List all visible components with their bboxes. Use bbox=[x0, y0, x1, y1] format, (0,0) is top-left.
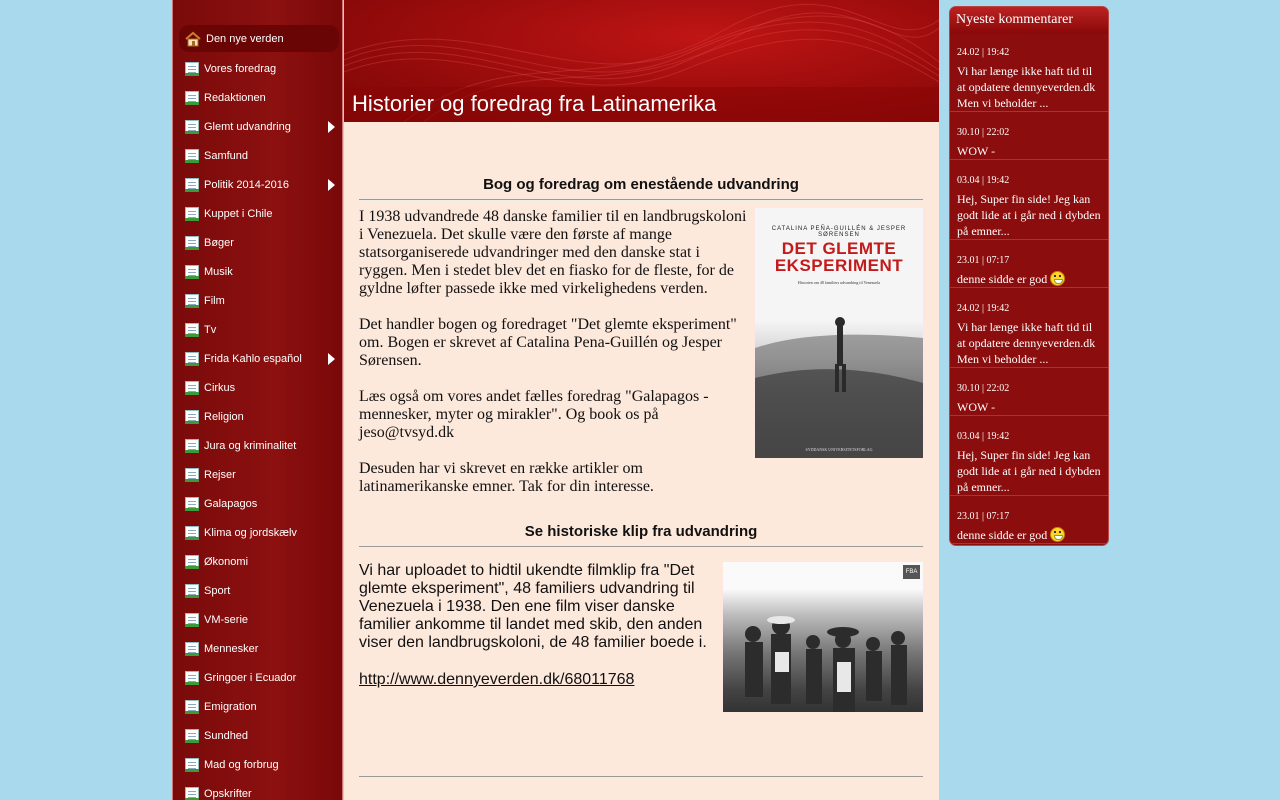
comment-text: Hej, Super fin side! Jeg kan godt lide at i går ned i dybden på emner... bbox=[957, 448, 1101, 494]
sidebar-item-politik-2014-2016[interactable] bbox=[179, 170, 339, 199]
sidebar-item-label: Religion bbox=[204, 410, 244, 423]
sidebar-item-jura-og-kriminalitet[interactable] bbox=[179, 431, 339, 460]
video-link[interactable]: http://www.dennyeverden.dk/68011768 bbox=[359, 671, 635, 688]
galapagos-paragraph: Læs også om vores andet fælles foredrag "Galapagos - mennesker, myter og mirakler". Og book os på jeso@tvsyd.dk bbox=[359, 388, 709, 441]
sidebar-item-label: Redaktionen bbox=[204, 91, 266, 104]
sidebar-item-opskrifter[interactable] bbox=[179, 779, 339, 800]
sidebar-item-økonomi[interactable] bbox=[179, 547, 339, 576]
sidebar-item-cirkus[interactable] bbox=[179, 373, 339, 402]
submenu-arrow-icon bbox=[328, 179, 335, 191]
photo-badge: FBA bbox=[903, 565, 920, 579]
comment-item[interactable] bbox=[950, 424, 1109, 496]
document-icon bbox=[185, 526, 199, 540]
sidebar-item-label: Emigration bbox=[204, 700, 257, 713]
sidebar-item-label: Vores foredrag bbox=[204, 62, 277, 75]
document-icon bbox=[185, 787, 199, 800]
comment-text: WOW - bbox=[957, 400, 996, 414]
sidebar-item-label: Jura og kriminalitet bbox=[204, 439, 297, 452]
historic-photo-figures bbox=[723, 562, 923, 712]
latest-comments-panel bbox=[949, 6, 1109, 546]
document-icon bbox=[185, 700, 199, 714]
sidebar-item-frida-kahlo-espa-ol[interactable] bbox=[179, 344, 339, 373]
comment-text: Vi har længe ikke haft tid til at opdatere dennyeverden.dk Men vi beholder ... bbox=[957, 320, 1096, 366]
sidebar-item-label: Opskrifter bbox=[204, 787, 252, 800]
comment-date: 23.01 | 07:17 bbox=[957, 255, 1010, 266]
sidebar-item-label: Bøger bbox=[204, 236, 234, 249]
sidebar-item-galapagos[interactable] bbox=[179, 489, 339, 518]
document-icon bbox=[185, 323, 199, 337]
sidebar-item-religion[interactable] bbox=[179, 402, 339, 431]
comment-date: 24.02 | 19:42 bbox=[957, 47, 1010, 58]
intro-paragraph: I 1938 udvandrede 48 danske familier til en landbrugskoloni i Venezuela. Det skulle være den første af mange statsorganiserede udvandringer med den danske stat i ryggen. Men i stedet blev det en fiasko for de fleste, for de gyldne løfter passede ikke med virkelighedens verden. bbox=[359, 208, 747, 297]
document-icon bbox=[185, 294, 199, 308]
header-banner bbox=[344, 0, 939, 122]
book-publisher: SYDDANSK UNIVERSITETSFORLAG bbox=[805, 447, 873, 452]
sidebar-item-label: Film bbox=[204, 294, 225, 307]
sidebar-item-label: Kuppet i Chile bbox=[204, 207, 273, 220]
comment-date: 23.01 | 07:17 bbox=[957, 511, 1010, 522]
comments-heading: Nyeste kommentarer bbox=[950, 7, 1108, 34]
sidebar-item-klima-og-jordskælv[interactable] bbox=[179, 518, 339, 547]
site-title: Historier og foredrag fra Latinamerika bbox=[352, 91, 717, 116]
sidebar-item-label: Musik bbox=[204, 265, 233, 278]
home-icon bbox=[185, 32, 201, 46]
clips-paragraph: Vi har uploadet to hidtil ukendte filmklip fra "Det glemte eksperiment", 48 familiers udvandring til Venezuela i 1938. Den ene film viser danske familier ankomme til landet med skib, den anden viser den landbrugskoloni, de 48 familier boede i. bbox=[359, 562, 707, 651]
sidebar-item-label: Cirkus bbox=[204, 381, 236, 394]
document-icon bbox=[185, 758, 199, 772]
sidebar-item-label: Glemt udvandring bbox=[204, 120, 291, 133]
document-icon bbox=[185, 207, 199, 221]
sidebar-item-sport[interactable] bbox=[179, 576, 339, 605]
divider bbox=[359, 776, 923, 778]
sidebar-item-label: Mennesker bbox=[204, 642, 259, 655]
book-subtitle: Historien om 48 familiers udvandring til Venezuela bbox=[797, 280, 881, 285]
document-icon bbox=[185, 642, 199, 656]
sidebar-item-film[interactable] bbox=[179, 286, 339, 315]
comment-text: Vi har længe ikke haft tid til at opdatere dennyeverden.dk Men vi beholder ... bbox=[957, 64, 1096, 110]
comment-text: denne sidde er god bbox=[957, 272, 1048, 286]
document-icon bbox=[185, 468, 199, 482]
document-icon bbox=[185, 729, 199, 743]
book-cover-image[interactable] bbox=[755, 208, 923, 458]
sidebar-item-sundhed[interactable] bbox=[179, 721, 339, 750]
document-icon bbox=[185, 352, 199, 366]
sidebar-item-rejser[interactable] bbox=[179, 460, 339, 489]
comment-date: 30.10 | 22:02 bbox=[957, 383, 1010, 394]
sidebar-item-label: Økonomi bbox=[204, 555, 249, 568]
sidebar-item-musik[interactable] bbox=[179, 257, 339, 286]
sidebar-item-label: Gringoer i Ecuador bbox=[204, 671, 297, 684]
sidebar-item-gringoer-i-ecuador[interactable] bbox=[179, 663, 339, 692]
sidebar-item-glemt-udvandring[interactable] bbox=[179, 112, 339, 141]
sidebar-item-label: Sundhed bbox=[204, 729, 249, 742]
sidebar-item-label: Samfund bbox=[204, 149, 249, 162]
book-paragraph: Det handler bogen og foredraget "Det glemte eksperiment" om. Bogen er skrevet af Catalina Pena-Guillén og Jesper Sørensen. bbox=[359, 316, 737, 369]
nav-list bbox=[179, 25, 339, 800]
book-title-line1: DET GLEMTE bbox=[781, 239, 897, 258]
divider bbox=[359, 546, 923, 548]
sidebar-item-redaktionen[interactable] bbox=[179, 83, 339, 112]
sidebar-item-label: Mad og forbrug bbox=[204, 758, 279, 771]
document-icon bbox=[185, 120, 199, 134]
historic-photo[interactable] bbox=[723, 562, 923, 712]
sidebar-item-vm-serie[interactable] bbox=[179, 605, 339, 634]
document-icon bbox=[185, 613, 199, 627]
sidebar-nav bbox=[172, 0, 343, 800]
comment-text: denne sidde er god bbox=[957, 528, 1048, 542]
comment-date: 03.04 | 19:42 bbox=[957, 431, 1010, 442]
sidebar-item-samfund[interactable] bbox=[179, 141, 339, 170]
main-content bbox=[344, 122, 939, 800]
sidebar-item-label: Den nye verden bbox=[206, 32, 284, 45]
sidebar-item-emigration[interactable] bbox=[179, 692, 339, 721]
sidebar-item-mennesker[interactable] bbox=[179, 634, 339, 663]
comment-date: 03.04 | 19:42 bbox=[957, 175, 1010, 186]
document-icon bbox=[185, 671, 199, 685]
comment-item[interactable] bbox=[950, 120, 1109, 160]
comment-text: WOW - bbox=[957, 144, 996, 158]
comment-date: 24.02 | 19:42 bbox=[957, 303, 1010, 314]
sidebar-item-tv[interactable] bbox=[179, 315, 339, 344]
comment-item[interactable] bbox=[950, 296, 1109, 368]
submenu-arrow-icon bbox=[328, 353, 335, 365]
sidebar-item-label: Politik 2014-2016 bbox=[204, 178, 290, 191]
sidebar-item-label: Tv bbox=[204, 323, 217, 336]
document-icon bbox=[185, 178, 199, 192]
sidebar-item-label: Klima og jordskælv bbox=[204, 526, 297, 539]
book-title-line2: EKSPERIMENT bbox=[774, 256, 904, 275]
articles-paragraph: Desuden har vi skrevet en række artikler om latinamerikanske emner. Tak for din interesse. bbox=[359, 460, 654, 495]
document-icon bbox=[185, 265, 199, 279]
sidebar-item-den-nye-verden[interactable] bbox=[179, 25, 339, 52]
document-icon bbox=[185, 439, 199, 453]
document-icon bbox=[185, 91, 199, 105]
document-icon bbox=[185, 584, 199, 598]
smiley-icon bbox=[1050, 271, 1065, 286]
book-photo-figure bbox=[755, 208, 923, 458]
document-icon bbox=[185, 236, 199, 250]
sidebar-item-label: Galapagos bbox=[204, 497, 258, 510]
sidebar-item-label: Frida Kahlo español bbox=[204, 352, 302, 365]
section-heading-clips: Se historiske klip fra udvandring bbox=[524, 523, 758, 540]
comment-item[interactable] bbox=[950, 376, 1109, 416]
sidebar-item-label: VM-serie bbox=[204, 613, 249, 626]
document-icon bbox=[185, 381, 199, 395]
sidebar-item-bøger[interactable] bbox=[179, 228, 339, 257]
comment-item[interactable] bbox=[950, 168, 1109, 240]
document-icon bbox=[185, 410, 199, 424]
divider bbox=[359, 199, 923, 201]
section-heading-book: Bog og foredrag om enestående udvandring bbox=[483, 176, 799, 193]
book-authors: CATALINA PEÑA-GUILLÉN & JESPER SØRENSEN bbox=[771, 226, 907, 238]
document-icon bbox=[185, 62, 199, 76]
sidebar-item-kuppet-i-chile[interactable] bbox=[179, 199, 339, 228]
comment-item[interactable] bbox=[950, 248, 1109, 288]
comment-text: Hej, Super fin side! Jeg kan godt lide at i går ned i dybden på emner... bbox=[957, 192, 1101, 238]
sidebar-item-label: Sport bbox=[204, 584, 231, 597]
sidebar-item-label: Rejser bbox=[204, 468, 236, 481]
sidebar-item-vores-foredrag[interactable] bbox=[179, 54, 339, 83]
comment-item[interactable] bbox=[950, 504, 1109, 544]
document-icon bbox=[185, 497, 199, 511]
submenu-arrow-icon bbox=[328, 121, 335, 133]
document-icon bbox=[185, 149, 199, 163]
document-icon bbox=[185, 555, 199, 569]
smiley-icon bbox=[1050, 527, 1065, 542]
sidebar-item-mad-og-forbrug[interactable] bbox=[179, 750, 339, 779]
comment-date: 30.10 | 22:02 bbox=[957, 127, 1010, 138]
comment-item[interactable] bbox=[950, 40, 1109, 112]
